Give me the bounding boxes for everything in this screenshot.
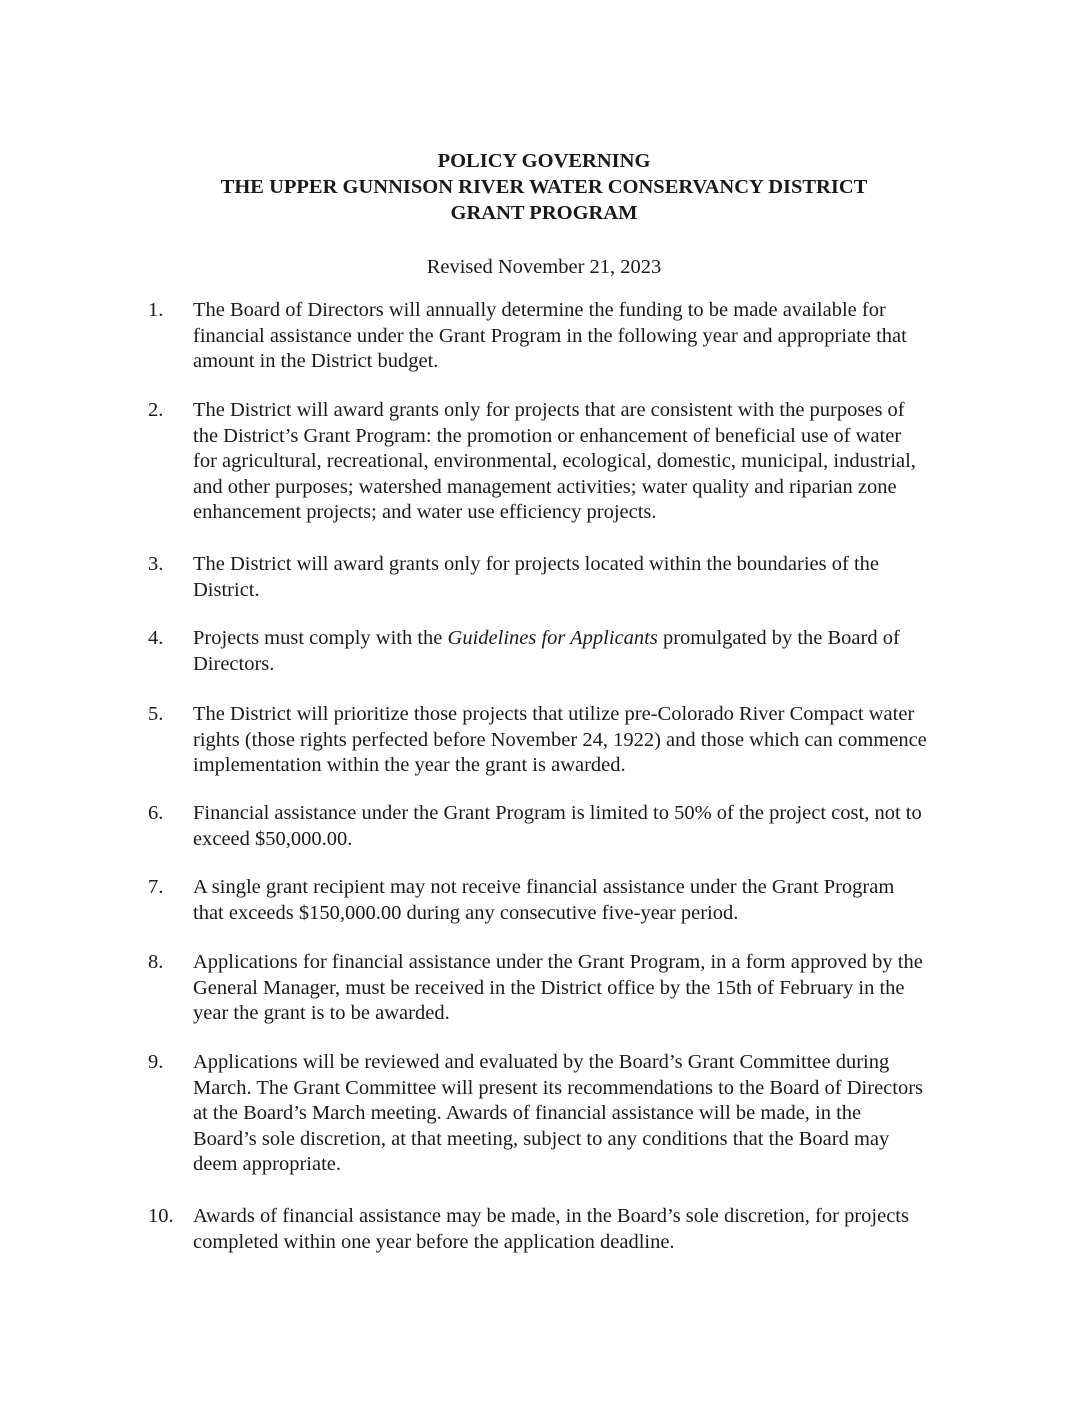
item-line: year the grant is to be awarded. xyxy=(193,1002,450,1025)
title-line-2: THE UPPER GUNNISON RIVER WATER CONSERVANCY DISTRICT xyxy=(220,176,868,198)
item-line: Board’s sole discretion, at that meeting, subject to any conditions that the Board may xyxy=(193,1127,890,1150)
item-number: 3. xyxy=(148,553,164,575)
item-line: Awards of financial assistance may be made, in the Board’s sole discretion, for projects xyxy=(193,1205,909,1227)
item-number: 2. xyxy=(148,399,164,421)
item-text xyxy=(193,950,968,1027)
item-number: 10. xyxy=(148,1205,174,1227)
item-text xyxy=(193,298,968,375)
item-line: at the Board’s March meeting. Awards of financial assistance will be made, in the xyxy=(193,1102,862,1125)
item-text xyxy=(193,626,968,677)
item-line: rights (those rights perfected before November 24, 1922) and those which can commence xyxy=(193,728,927,751)
document-title xyxy=(0,148,1088,226)
title-line-1: POLICY GOVERNING xyxy=(437,150,651,172)
item-line: completed within one year before the application deadline. xyxy=(193,1230,675,1253)
item-text xyxy=(193,801,968,852)
item-line: General Manager, must be received in the District office by the 15th of February in the xyxy=(193,976,905,999)
item-line: The District will award grants only for projects located within the boundaries of the xyxy=(193,553,879,575)
item-line xyxy=(193,626,968,652)
item-text xyxy=(193,552,968,603)
item-text xyxy=(193,398,968,526)
item-line: deem appropriate. xyxy=(193,1153,341,1176)
item-text xyxy=(193,1050,968,1178)
guidelines-title: Guidelines for Applicants xyxy=(447,627,658,649)
item-line: District. xyxy=(193,578,260,601)
item-number: 4. xyxy=(148,627,164,649)
item-line: exceed $50,000.00. xyxy=(193,827,353,850)
item-line: amount in the District budget. xyxy=(193,350,439,373)
item-line: Directors. xyxy=(193,652,275,675)
item-number: 9. xyxy=(148,1051,164,1073)
item-line: implementation within the year the grant is awarded. xyxy=(193,754,626,777)
item-line-part: Projects must comply with the xyxy=(193,627,448,649)
item-text xyxy=(193,875,968,926)
revision-date: Revised November 21, 2023 xyxy=(426,256,662,278)
item-text xyxy=(193,1204,968,1255)
item-line: and other purposes; watershed management activities; water quality and riparian zone xyxy=(193,475,897,498)
item-line: the District’s Grant Program: the promotion or enhancement of beneficial use of water xyxy=(193,424,902,447)
title-line-3: GRANT PROGRAM xyxy=(450,202,638,224)
item-number: 5. xyxy=(148,703,164,725)
item-number: 8. xyxy=(148,951,164,973)
item-line: March. The Grant Committee will present its recommendations to the Board of Directors xyxy=(193,1076,924,1099)
item-line: The District will award grants only for projects that are consistent with the purposes of xyxy=(193,399,905,421)
item-text xyxy=(193,702,968,779)
item-line: for agricultural, recreational, environmental, ecological, domestic, municipal, industrial, xyxy=(193,450,916,473)
item-line: The Board of Directors will annually determine the funding to be made available for xyxy=(193,299,886,321)
item-line: The District will prioritize those projects that utilize pre-Colorado River Compact water xyxy=(193,703,915,725)
item-line: Financial assistance under the Grant Program is limited to 50% of the project cost, not to xyxy=(193,802,922,824)
item-number: 7. xyxy=(148,876,164,898)
item-line: that exceeds $150,000.00 during any consecutive five-year period. xyxy=(193,901,739,924)
item-line: enhancement projects; and water use efficiency projects. xyxy=(193,501,657,524)
item-line: Applications for financial assistance under the Grant Program, in a form approved by the xyxy=(193,951,923,973)
item-line-part: promulgated by the Board of xyxy=(657,627,900,649)
item-number: 1. xyxy=(148,299,164,321)
item-line: Applications will be reviewed and evaluated by the Board’s Grant Committee during xyxy=(193,1051,890,1073)
item-line: A single grant recipient may not receive financial assistance under the Grant Program xyxy=(193,876,895,898)
item-number: 6. xyxy=(148,802,164,824)
item-line: financial assistance under the Grant Program in the following year and appropriate that xyxy=(193,324,907,347)
